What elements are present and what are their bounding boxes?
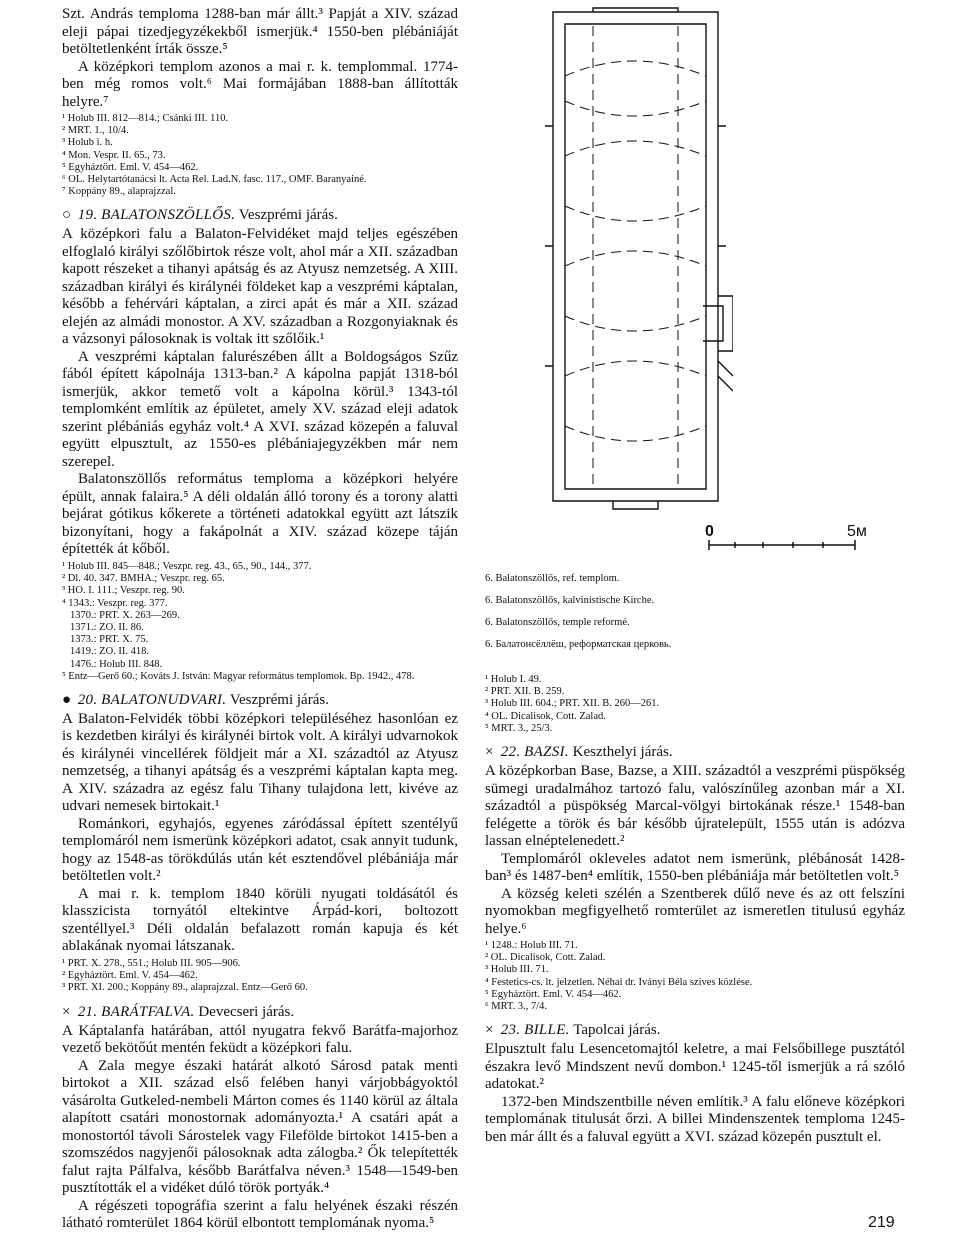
scale-zero-label: 0 (705, 523, 714, 540)
open-circle-icon: ○ (62, 207, 72, 224)
entry-heading (485, 1021, 905, 1039)
entry-district: Veszprémi járás. (238, 207, 338, 224)
footnote: ⁵ Entz—Gerő 60.; Kováts J. István: Magyar református templomok. Bp. 1942., 478. (62, 670, 415, 682)
body-paragraph: Elpusztult falu Lesencetomajtól keletre, a mai Felsőbillege pusztától északra levő Mindszent nevű dombon.¹ 1245-től ismerjük a rá szóló adatokat.² (485, 1041, 905, 1093)
body-paragraph: Románkori, egyhajós, egyenes záródással épített szentélyű templomáról nem ismerünk középkori adatot, csak annyit tudunk, hogy az 1548-as törökdúlás után két esztendővel plébániája már betöltetlen volt.² (62, 815, 458, 885)
body-paragraph: A középkorban Base, Bazse, a XIII. századtól a veszprémi püspökség sümegi uradalmához tartozó falu, valószínűleg azonban már a XI. századtól a püspökség Marcal-völgyi birtokának része.¹ 1548-ban felégette a török és bár később újratelepült, 1555 után is adózva lassan elnéptelenedett.² (485, 763, 905, 850)
entry-number: 23. (500, 1022, 521, 1039)
footnotes (62, 561, 458, 683)
figure-caption: 6. Balatonszöllős, ref. templom. (485, 573, 620, 584)
footnote: ¹ Holub I. 49. (485, 674, 542, 685)
footnote: ² Dl. 40. 347. BMHA.; Veszpr. reg. 65. (62, 573, 225, 585)
figure-caption: 6. Balatonszöllős, temple reformé. (485, 617, 630, 628)
intro-paragraph: A középkori templom azonos a mai r. k. templommal. 1774-ben még romos volt.⁶ Mai formájában 1888-ban állították helyre.⁷ (62, 58, 458, 110)
footnote: ³ Holub III. 604.; PRT. XII. B. 260—261. (485, 698, 660, 710)
footnote: ⁷ Koppány 89., alaprajzzal. (62, 186, 176, 198)
footnote: ³ Holub III. 71. (485, 964, 549, 976)
cross-icon: × (485, 744, 494, 761)
scale-bar (705, 523, 890, 564)
entry-district: Devecseri járás. (198, 1003, 295, 1020)
entry-heading (485, 743, 905, 761)
footnote: ² Egyháztört. Eml. V. 454—462. (62, 970, 198, 982)
footnote: ⁶ OL. Helytartótanácsi lt. Acta Rel. Lad.N. fasc. 117., OMF. Baranyainé. (62, 174, 367, 186)
intro-paragraph: Szt. András temploma 1288-ban már állt.³ Papját a XIV. század eleji pápai tizedjegyzékekből ismerjük.⁴ 1550-ben plébániáját betöltetlenként írták össze.⁵ (62, 6, 458, 57)
figure-caption: 6. Balatonszöllős, kalvinistische Kirche. (485, 595, 655, 606)
body-paragraph: A régészeti topográfia szerint a falu helyének északi részén látható romterület 1864 körül elbontott templomának nyoma.⁵ (62, 1197, 458, 1232)
body-paragraph: A község keleti szélén a Szentberek dűlő neve és az ott felszíni nyomokban megfigyelhető romterület az ismeretlen titulusú egyház helye.⁶ (485, 885, 905, 937)
entry-number: 21. (77, 1003, 98, 1020)
entry-name: BILLE. (524, 1022, 570, 1039)
body-paragraph: 1372-ben Mindszentbille néven említik.³ A falu előneve középkori templomának titulusát őrzi. A billei Mindenszentek temploma 1245-ben már állt és a faluval együtt a XVI. század közepén pusztult el. (485, 1093, 905, 1145)
entry-number: 22. (500, 744, 521, 761)
cross-icon: × (485, 1022, 494, 1039)
footnote: ⁴ OL. Dicalisok, Cott. Zalad. (485, 710, 606, 722)
entry-district: Keszthelyi járás. (572, 744, 673, 761)
footnote: ⁴ Festetics-cs. lt. jelzetlen. Néhai dr. Iványi Béla szíves közlése. (485, 976, 753, 988)
entry-name: BAZSI. (524, 744, 569, 761)
footnote: ⁵ Egyháztört. Eml. V. 454—462. (62, 161, 199, 173)
inner-wall (565, 24, 706, 489)
body-paragraph: A Balaton-Felvidék többi középkori településéhez hasonlóan ez is kezdetben királyi és királynéi birtok volt. A királyi udvarnokok és királynéi vincellérek földjeit már a XI. századtól az Atyusz nemzetség, a tihanyi apátság és a veszprémi káptalan kapta meg. A XIV. századra az egész falu Tihany tulajdona lett, kivéve az udvari nemesek birtokait.¹ (62, 710, 458, 815)
entry-district: Veszprémi járás. (229, 691, 329, 708)
footnote: 1371.: ZO. II. 86. (70, 621, 144, 633)
footnote: 1419.: ZO. II. 418. (70, 646, 150, 658)
body-paragraph: A Zala megye északi határát alkotó Sárosd patak menti birtokot a XII. század első felében hanyi várjobbágyoktól vásárolta Gutkeled-nembeli Márton comes és 1140 körül az általa alapított csatári monostornak adományozta.¹ A csatári apát a monostortól távoli Sárostelek vagy Filefölde birtokot 1415-ben a szomszédos nagyjenői pálosoknak adta zálogba.² Ők telepítették falut rajta Pálfalva, később Barátfalva néven.³ 1548—1549-ben pusztították el a vidéket dúló török portyák.⁴ (62, 1057, 458, 1197)
footnote: ⁶ MRT. 3., 7/4. (485, 1001, 548, 1013)
footnotes (485, 674, 905, 735)
footnote: 1476.: Holub III. 848. (70, 658, 163, 670)
footnote: ³ HO. I. 111.; Veszpr. reg. 90. (62, 585, 185, 597)
figure-caption: 6. Балатонсёллёш, реформатская церковь. (485, 639, 672, 650)
left-column (62, 6, 458, 1233)
footnotes (485, 940, 905, 1013)
footnote: ⁵ Egyháztört. Eml. V. 454—462. (485, 988, 622, 1000)
footnote: ¹ PRT. X. 278., 551.; Holub III. 905—906. (62, 957, 241, 969)
cross-icon: × (62, 1003, 71, 1020)
outer-wall (553, 12, 718, 501)
entry-heading (62, 206, 458, 224)
tower (718, 296, 733, 351)
footnote: ³ Holub i. h. (62, 137, 113, 149)
right-column (485, 672, 905, 1146)
entry-number: 20. (77, 691, 98, 708)
body-paragraph: Balatonszöllős református temploma a középkori helyére épült, annak falaira.⁵ A déli oldalán álló torony és a torony alatti bejárat gótikus kőkerete a történeti adatokkal együtt azt látszik bizonyítani, hogy a fakápolnát a XIV. század közepe táján építették át kőből. (62, 471, 458, 558)
footnote: 1373.: PRT. X. 75. (70, 634, 149, 646)
body-paragraph: A mai r. k. templom 1840 körüli nyugati toldásától és klasszicista tornyától eltekintve Árpád-kori, boltozott szentéllyel.³ Déli oldalán befalazott román kapuja és két ablakának nyomai látszanak. (62, 885, 458, 955)
footnote: ² OL. Dicalisok, Cott. Zalad. (485, 952, 606, 964)
entry-heading (62, 691, 458, 709)
body-paragraph: A Káptalanfa határában, attól nyugatra fekvő Barátfa-majorhoz vezető bekötőút mentén feküdt a középkori falu. (62, 1022, 458, 1057)
footnote: ² MRT. 1., 10/4. (62, 125, 129, 137)
body-paragraph: A középkori falu a Balaton-Felvidéket majd teljes egészében elfoglaló királyi szőlőbirtok része volt, ahol már a XII. században kapott részeket a tihanyi apátság és az Atyusz nemzetség. A XIII. században királyi és királynéi földeket kap a veszprémi káptalan, később a fehérvári káptalan, a zirci apát és már a XII. század elején az almádi monostor. A XV. században a Rozgonyiaknak és a vázsonyi pálosoknak is voltak itt szőlőik.¹ (62, 226, 458, 348)
figure-captions (485, 573, 785, 661)
footnote: ⁵ MRT. 3., 25/3. (485, 722, 553, 734)
church-floor-plan (533, 6, 733, 511)
body-paragraph: A veszprémi káptalan falurészében állt a Boldogságos Szűz fából épített kápolnája 1313-ban.² A kápolna papját 1318-ból ismerjük, akkor temető volt a kápolna körül.³ 1343-tól templomként említik az épületet, amely XV. század eleji adatok szerint plébániás egyház volt.⁴ A XVI. század közepén a faluval együtt elpusztult, az 1550-es plébániajegyzékben már nem szerepel. (62, 348, 458, 470)
entry-name: BALATONSZÖLLŐS. (101, 207, 236, 224)
footnote: ⁴ 1343.: Veszpr. reg. 377. (62, 597, 168, 609)
footnote: ¹ Holub III. 812—814.; Csánki III. 110. (62, 113, 229, 124)
entry-district: Tapolcai járás. (573, 1022, 661, 1039)
footnote: ¹ Holub III. 845—848.; Veszpr. reg. 43., 65., 90., 144., 377. (62, 560, 312, 572)
entry-heading (62, 1003, 458, 1021)
entry-name: BALATONUDVARI. (101, 691, 227, 708)
entry-name: BARÁTFALVA. (101, 1003, 195, 1020)
body-paragraph: Templomáról okleveles adatot nem ismerünk, plébánosát 1428-ban³ és 1487-ben⁴ említik, 1550-ben plébániája már betöltetlen volt.⁵ (485, 850, 905, 885)
filled-circle-icon: ● (62, 691, 72, 708)
footnotes (62, 958, 458, 995)
footnote: ¹ 1248.: Holub III. 71. (485, 940, 578, 952)
footnote: ² PRT. XII. B. 259. (485, 686, 565, 698)
footnote: 1370.: PRT. X. 263—269. (70, 609, 180, 621)
footnote: ³ PRT. XI. 200.; Koppány 89., alaprajzzal. Entz—Gerő 60. (62, 982, 308, 994)
entry-number: 19. (77, 207, 98, 224)
scale-length-label: 5м (847, 523, 867, 540)
footnotes (62, 113, 458, 198)
page-number: 219 (868, 1214, 895, 1231)
footnote: ⁴ Mon. Vespr. II. 65., 73. (62, 149, 166, 161)
